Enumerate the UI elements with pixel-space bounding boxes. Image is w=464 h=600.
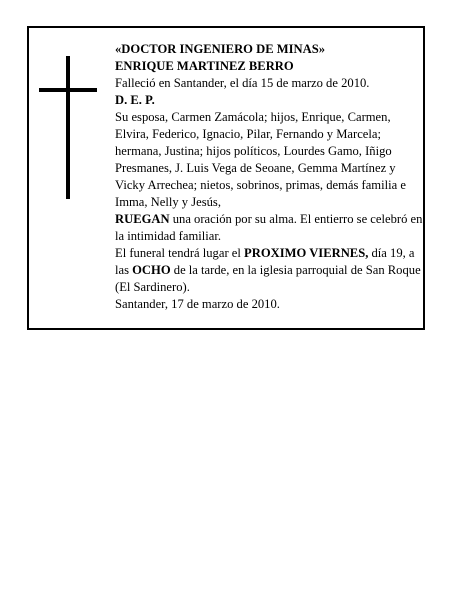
- family-paragraph: Su esposa, Carmen Zamácola; hijos, Enrique, Carmen, Elvira, Federico, Ignacio, Pilar, Fernando y Marcela; hermana, Justina; hijos políticos, Lourdes Gamo, Iñigo Presmanes, J. Luis Vega de Seoane, Gemma Martínez y Vicky Arrechea; nietos, sobrinos, primas, demás familia e Imma, Nelly y Jesús,: [115, 110, 406, 209]
- notice-heading: «DOCTOR INGENIERO DE MINAS»: [115, 42, 326, 56]
- signature-line: Santander, 17 de marzo de 2010.: [115, 297, 280, 311]
- obituary-notice: [27, 26, 425, 330]
- deceased-name: ENRIQUE MARTINEZ BERRO: [115, 59, 294, 73]
- funeral-text-2: día 19, a las: [115, 246, 415, 277]
- death-line: Falleció en Santander, el día 15 de marzo de 2010.: [115, 76, 370, 90]
- funeral-text-3: de la tarde, en la iglesia parroquial de San Roque (El Sardinero).: [115, 263, 421, 294]
- dep-line: D. E. P.: [115, 93, 155, 107]
- funeral-day: PROXIMO VIERNES,: [244, 246, 369, 260]
- cross-vertical-bar: [66, 56, 70, 199]
- request-text: una oración por su alma. El entierro se celebró en la intimidad familiar.: [115, 212, 423, 243]
- funeral-paragraph: [115, 245, 423, 296]
- funeral-text-1: El funeral tendrá lugar el: [115, 246, 245, 260]
- request-verb: RUEGAN: [115, 212, 170, 226]
- cross-horizontal-bar: [39, 88, 97, 92]
- notice-text: [115, 41, 423, 313]
- request-paragraph: [115, 211, 423, 245]
- cross-icon: [39, 56, 97, 199]
- funeral-hour: OCHO: [132, 263, 171, 277]
